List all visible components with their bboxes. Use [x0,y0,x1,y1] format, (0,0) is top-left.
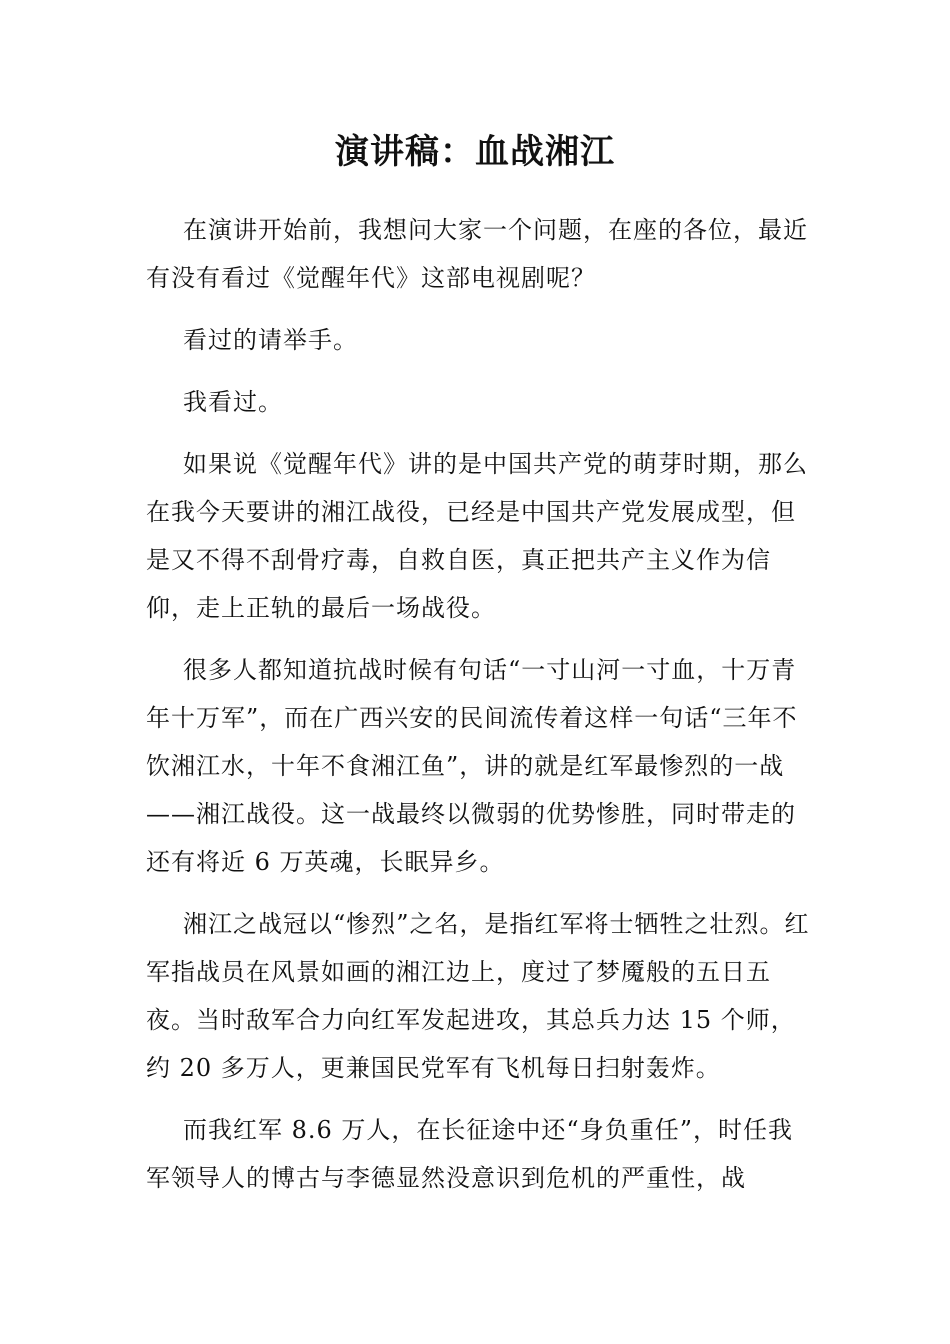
paragraph: 很多人都知道抗战时候有句话“一寸山河一寸血，十万青年十万军”，而在广西兴安的民间流传着这样一句话“三年不饮湘江水，十年不食湘江鱼”，讲的就是红军最惨烈的一战——湘江战役。这一战最终以微弱的优势惨胜，同时带走的还有将近 6 万英魂，长眠异乡。 [146,656,798,876]
document-body [146,206,816,1216]
paragraph: 看过的请举手。 [183,326,358,354]
paragraph: 我看过。 [183,388,283,416]
paragraph: 如果说《觉醒年代》讲的是中国共产党的萌芽时期，那么在我今天要讲的湘江战役，已经是中国共产党发展成型，但是又不得不刮骨疗毒，自救自医，真正把共产主义作为信仰，走上正轨的最后一场战役。 [146,450,808,622]
paragraph: 而我红军 8.6 万人，在长征途中还“身负重任”，时任我军领导人的博古与李德显然没意识到危机的严重性，战 [146,1116,793,1192]
document-title: 演讲稿：血战湘江 [335,132,615,172]
paragraph: 在演讲开始前，我想问大家一个问题，在座的各位，最近有没有看过《觉醒年代》这部电视剧呢？ [146,216,808,292]
paragraph: 湘江之战冠以“惨烈”之名，是指红军将士牺牲之壮烈。红军指战员在风景如画的湘江边上，度过了梦魇般的五日五夜。当时敌军合力向红军发起进攻，其总兵力达 15 个师，约 20 多万人，更兼国民党军有飞机每日扫射轰炸。 [146,910,810,1082]
